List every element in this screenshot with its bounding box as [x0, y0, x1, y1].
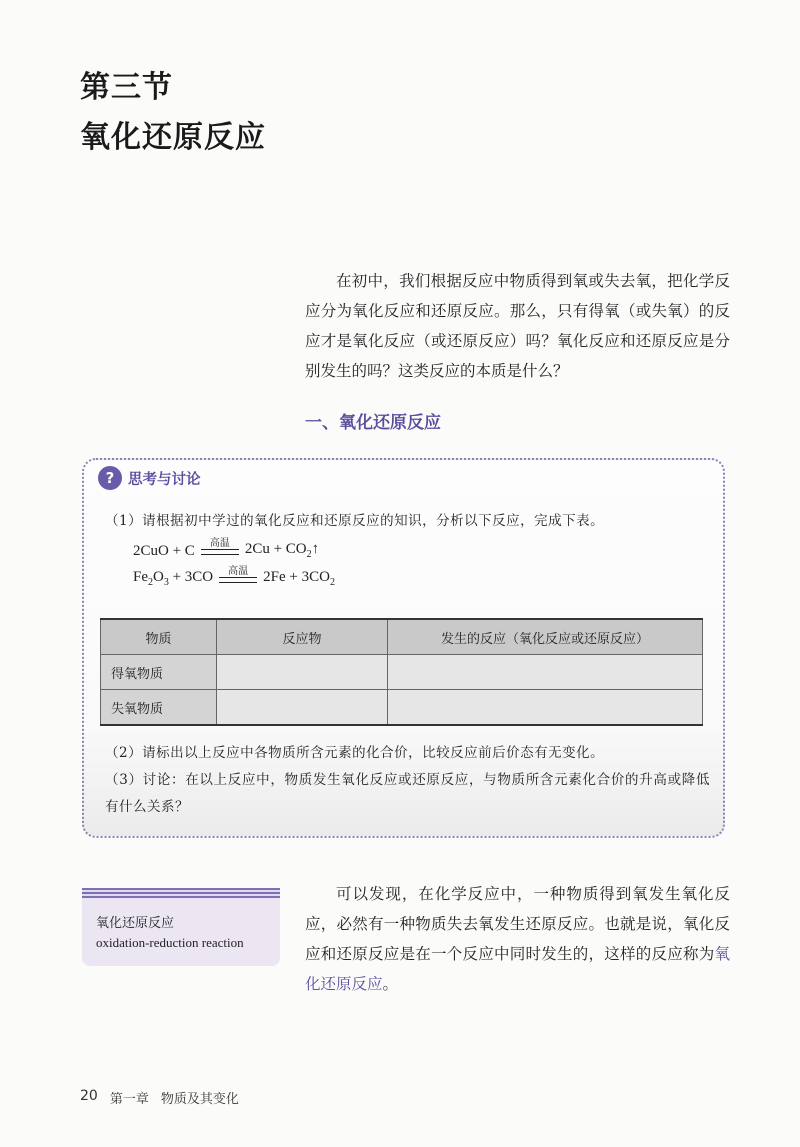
eq1-products: $2Cu + CO_2↑$	[244, 541, 320, 560]
section-heading: 一、氧化还原反应	[305, 413, 441, 433]
term-sidebar-stripe	[82, 888, 280, 898]
page-footer	[80, 1088, 239, 1107]
table-cell	[217, 690, 388, 726]
equation-1	[133, 538, 319, 560]
eq2-equals-sign	[219, 577, 257, 583]
table-header: 物质	[101, 619, 217, 655]
table-cell: 得氧物质	[101, 655, 217, 690]
table-cell: 失氧物质	[101, 690, 217, 726]
eq2-reactants: $Fe_2O_3 + 3CO$	[133, 569, 214, 588]
footer-chapter: 第一章	[109, 1092, 149, 1107]
page-number: 20	[80, 1088, 98, 1104]
highlighted-term: 氧化还原反应	[305, 945, 730, 993]
question-2: （2）请标出以上反应中各物质所含元素的化合价，比较反应前后价态有无变化。	[105, 745, 605, 761]
reaction-table	[100, 618, 703, 726]
question-1: （1）请根据初中学过的氧化反应和还原反应的知识，分析以下反应，完成下表。	[105, 513, 605, 529]
table-cell	[388, 655, 703, 690]
page-title: 氧化还原反应	[80, 120, 266, 155]
section-number: 第三节	[80, 70, 173, 105]
eq2-products: $2Fe + 3CO_2$	[263, 569, 335, 588]
eq2-condition-label: 高温	[228, 566, 249, 577]
discussion-title: 思考与讨论	[128, 471, 201, 488]
table-row	[101, 690, 703, 726]
table-row	[101, 655, 703, 690]
eq1-equals-sign	[201, 549, 239, 555]
eq1-condition-label: 高温	[209, 538, 230, 549]
table-header: 发生的反应（氧化反应或还原反应）	[388, 619, 703, 655]
table-header: 反应物	[217, 619, 388, 655]
term-english: oxidation-reduction reaction	[96, 935, 244, 950]
table-cell	[388, 690, 703, 726]
table-header-row	[101, 619, 703, 655]
conclusion-paragraph: 可以发现，在化学反应中，一种物质得到氧发生氧化反应，必然有一种物质失去氧发生还原反应。也就是说，氧化反应和还原反应是在一个反应中同时发生的，这样的反应称为氧化还原反应。	[305, 885, 730, 993]
discussion-header	[98, 466, 201, 490]
eq1-reactants: 2CuO + C	[133, 543, 195, 559]
term-chinese: 氧化还原反应	[96, 916, 175, 931]
eq2-condition	[217, 566, 259, 588]
eq1-condition	[199, 538, 241, 560]
footer-chapter-title: 物质及其变化	[160, 1092, 239, 1107]
equation-2	[133, 566, 335, 588]
intro-paragraph: 在初中，我们根据反应中物质得到氧或失去氧，把化学反应分为氧化反应和还原反应。那么，只有得氧（或失氧）的反应才是氧化反应（或还原反应）吗？氧化反应和还原反应是分别发生的吗？这类反应的本质是什么？	[305, 272, 730, 380]
discussion-icon: ?	[98, 466, 122, 490]
question-3: （3）讨论：在以上反应中，物质发生氧化反应或还原反应，与物质所含元素化合价的升高或降低有什么关系？	[105, 772, 710, 815]
table-cell	[217, 655, 388, 690]
